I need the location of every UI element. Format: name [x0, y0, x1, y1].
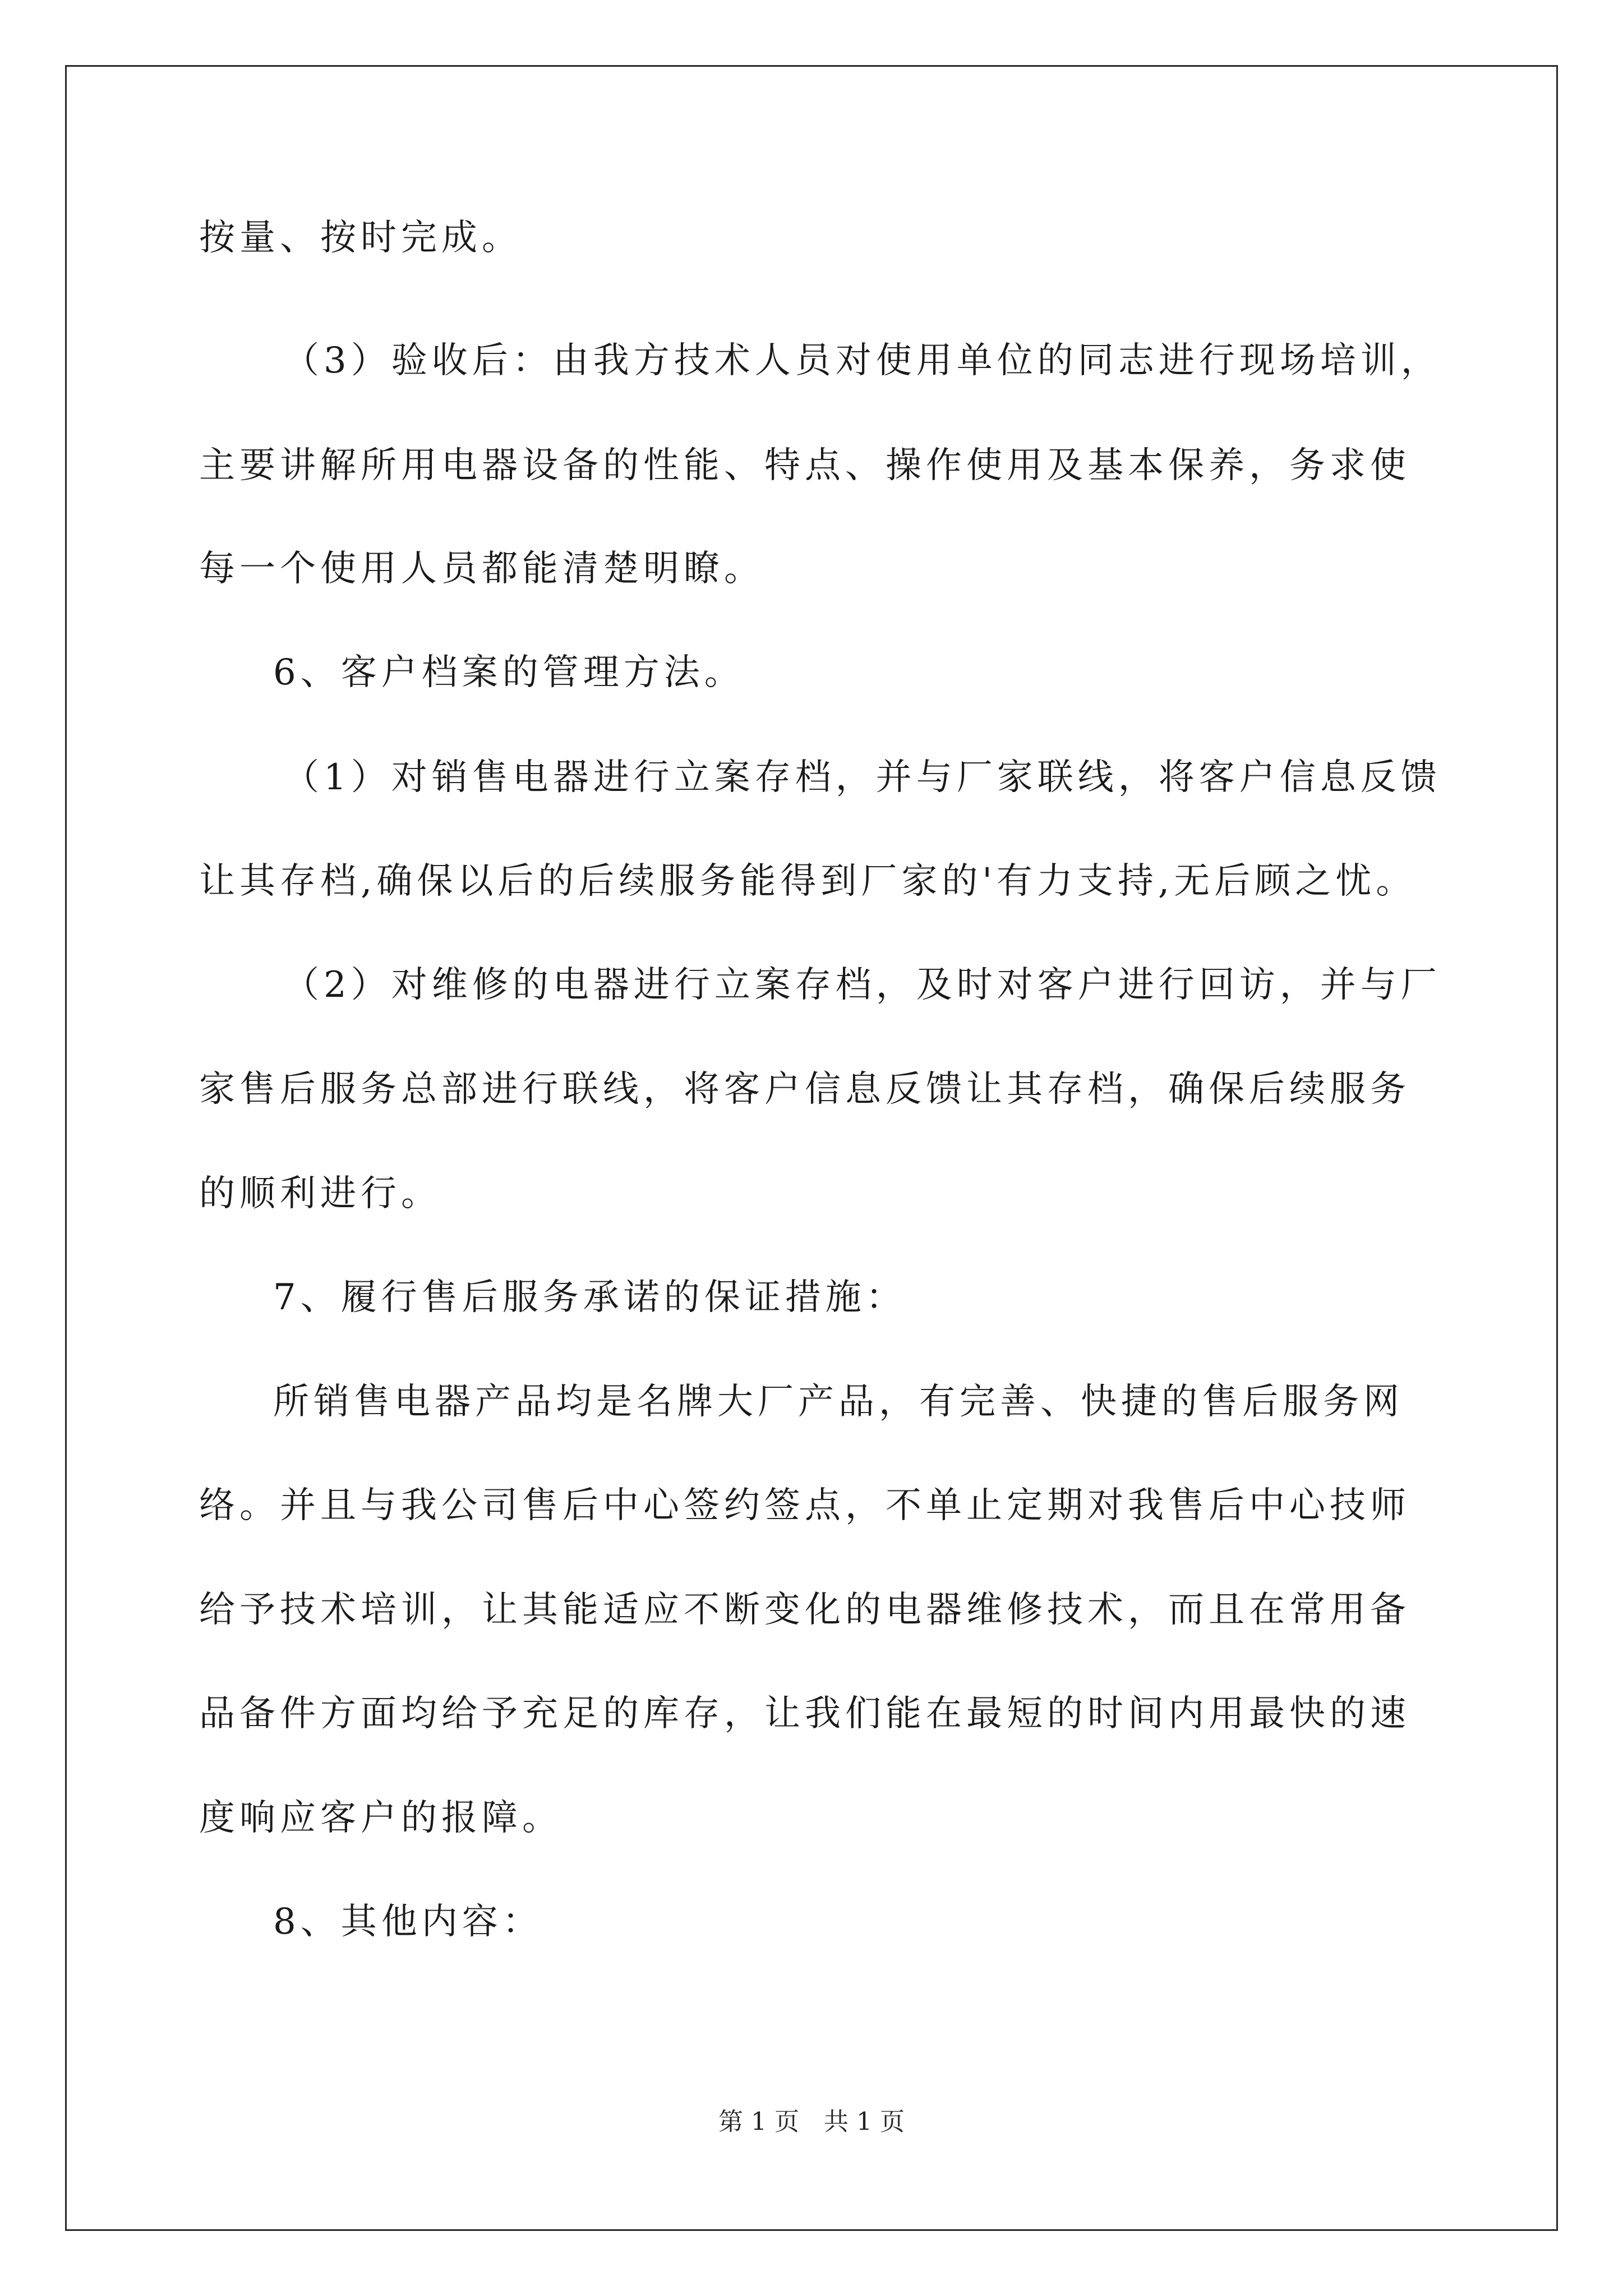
text-line: 的顺利进行。 [199, 1173, 441, 1214]
text-line: 8、其他内容： [273, 1901, 543, 1943]
text-line: （1）对销售电器进行立案存档，并与厂家联线，将客户信息反馈 [283, 757, 1441, 798]
text-line: 络。并且与我公司售后中心签约签点，不单止定期对我售后中心技师 [199, 1485, 1410, 1526]
text-line: 按量、按时完成。 [199, 217, 522, 259]
text-line: 品备件方面均给予充足的库存，让我们能在最短的时间内用最快的速 [199, 1693, 1410, 1734]
text-line: （3）验收后：由我方技术人员对使用单位的同志进行现场培训， [283, 340, 1441, 381]
text-line: 让其存档,确保以后的后续服务能得到厂家的'有力支持,无后顾之忧。 [199, 861, 1417, 902]
page-number-footer: 第 1 页 共 1 页 [718, 2108, 905, 2136]
text-line: 度响应客户的报障。 [199, 1797, 562, 1839]
text-line: 主要讲解所用电器设备的性能、特点、操作使用及基本保养，务求使 [199, 445, 1410, 486]
text-line: 家售后服务总部进行联线，将客户信息反馈让其存档，确保后续服务 [199, 1069, 1410, 1110]
text-line: 给予技术培训，让其能适应不断变化的电器维修技术，而且在常用备 [199, 1589, 1410, 1631]
text-line: （2）对维修的电器进行立案存档，及时对客户进行回访，并与厂 [283, 964, 1441, 1006]
text-line: 所销售电器产品均是名牌大厂产品，有完善、快捷的售后服务网 [273, 1381, 1404, 1423]
text-line: 6、客户档案的管理方法。 [273, 652, 745, 693]
text-line: 7、履行售后服务承诺的保证措施： [273, 1277, 906, 1318]
text-line: 每一个使用人员都能清楚明瞭。 [199, 548, 764, 590]
